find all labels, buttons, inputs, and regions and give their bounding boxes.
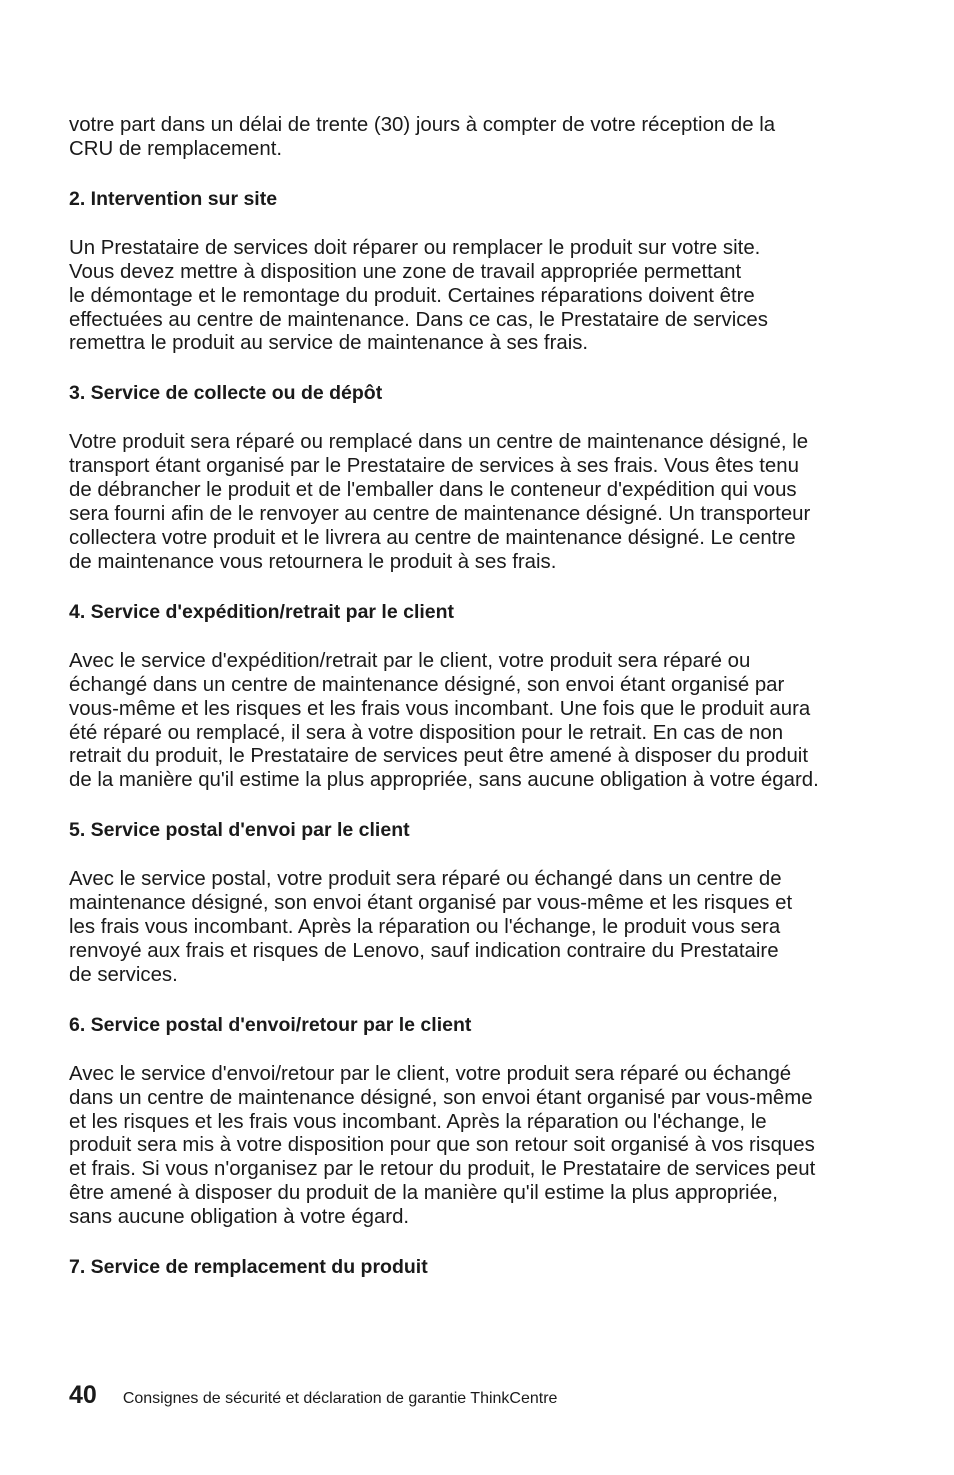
section-heading-7: 7. Service de remplacement du produit	[69, 1256, 428, 1279]
section-heading-4: 4. Service d'expédition/retrait par le client	[69, 600, 455, 623]
section-body-6: Avec le service d'envoi/retour par le client, votre produit sera réparé ou échangé dans un centre de maintenance désigné, son envoi étant organisé par vous-même et les risques et les frais vous incombant. Après la réparation ou l'échange, le produit sera mis à votre disposition pour que son retour soit organisé à vos risques et frais. Si vous n'organisez par le retour du produit, le Prestataire de services peut être amené à disposer du produit de la manière qu'il estime la plus appropriée, sans aucune obligation à votre égard.	[69, 1062, 816, 1229]
page-number: 40	[69, 1381, 97, 1409]
footer-title: Consignes de sécurité et déclaration de garantie ThinkCentre	[122, 1390, 558, 1407]
section-heading-3: 3. Service de collecte ou de dépôt	[69, 382, 383, 405]
section-body-2: Un Prestataire de services doit réparer ou remplacer le produit sur votre site. Vous devez mettre à disposition une zone de travail appropriée permettant le démontage et le remontage du produit. Certaines réparations doivent être effectuées au centre de maintenance. Dans ce cas, le Prestataire de services remettra le produit au service de maintenance à ses frais.	[69, 236, 768, 355]
document-body	[69, 114, 869, 1279]
section-body-5: Avec le service postal, votre produit sera réparé ou échangé dans un centre de maintenance désigné, son envoi étant organisé par vous-même et les risques et les frais vous incombant. Après la réparation ou l'échange, le produit vous sera renvoyé aux frais et risques de Lenovo, sauf indication contraire du Prestataire de services.	[69, 868, 793, 986]
section-heading-6: 6. Service postal d'envoi/retour par le client	[69, 1013, 472, 1036]
section-body-4: Avec le service d'expédition/retrait par le client, votre produit sera réparé ou échangé dans un centre de maintenance désigné, son envoi étant organisé par vous-même et les risques et les frais vous incombant. Une fois que le produit aura été réparé ou remplacé, il sera à votre disposition pour le retrait. En cas de non retrait du produit, le Prestataire de services peut être amené à disposer du produit de la manière qu'il estime la plus appropriée, sans aucune obligation à votre égard.	[69, 649, 819, 792]
intro-paragraph: votre part dans un délai de trente (30) jours à compter de votre réception de la CRU de remplacement.	[69, 114, 776, 160]
section-body-3: Votre produit sera réparé ou remplacé dans un centre de maintenance désigné, le transport étant organisé par le Prestataire de services à ses frais. Vous êtes tenu de débrancher le produit et de l'emballer dans le conteneur d'expédition qui vous sera fourni afin de le renvoyer au centre de maintenance désigné. Un transporteur collectera votre produit et le livrera au centre de maintenance désigné. Le centre de maintenance vous retournera le produit à ses frais.	[69, 431, 811, 573]
section-heading-2: 2. Intervention sur site	[69, 187, 278, 210]
section-heading-5: 5. Service postal d'envoi par le client	[69, 819, 410, 842]
page-footer	[69, 1381, 557, 1410]
